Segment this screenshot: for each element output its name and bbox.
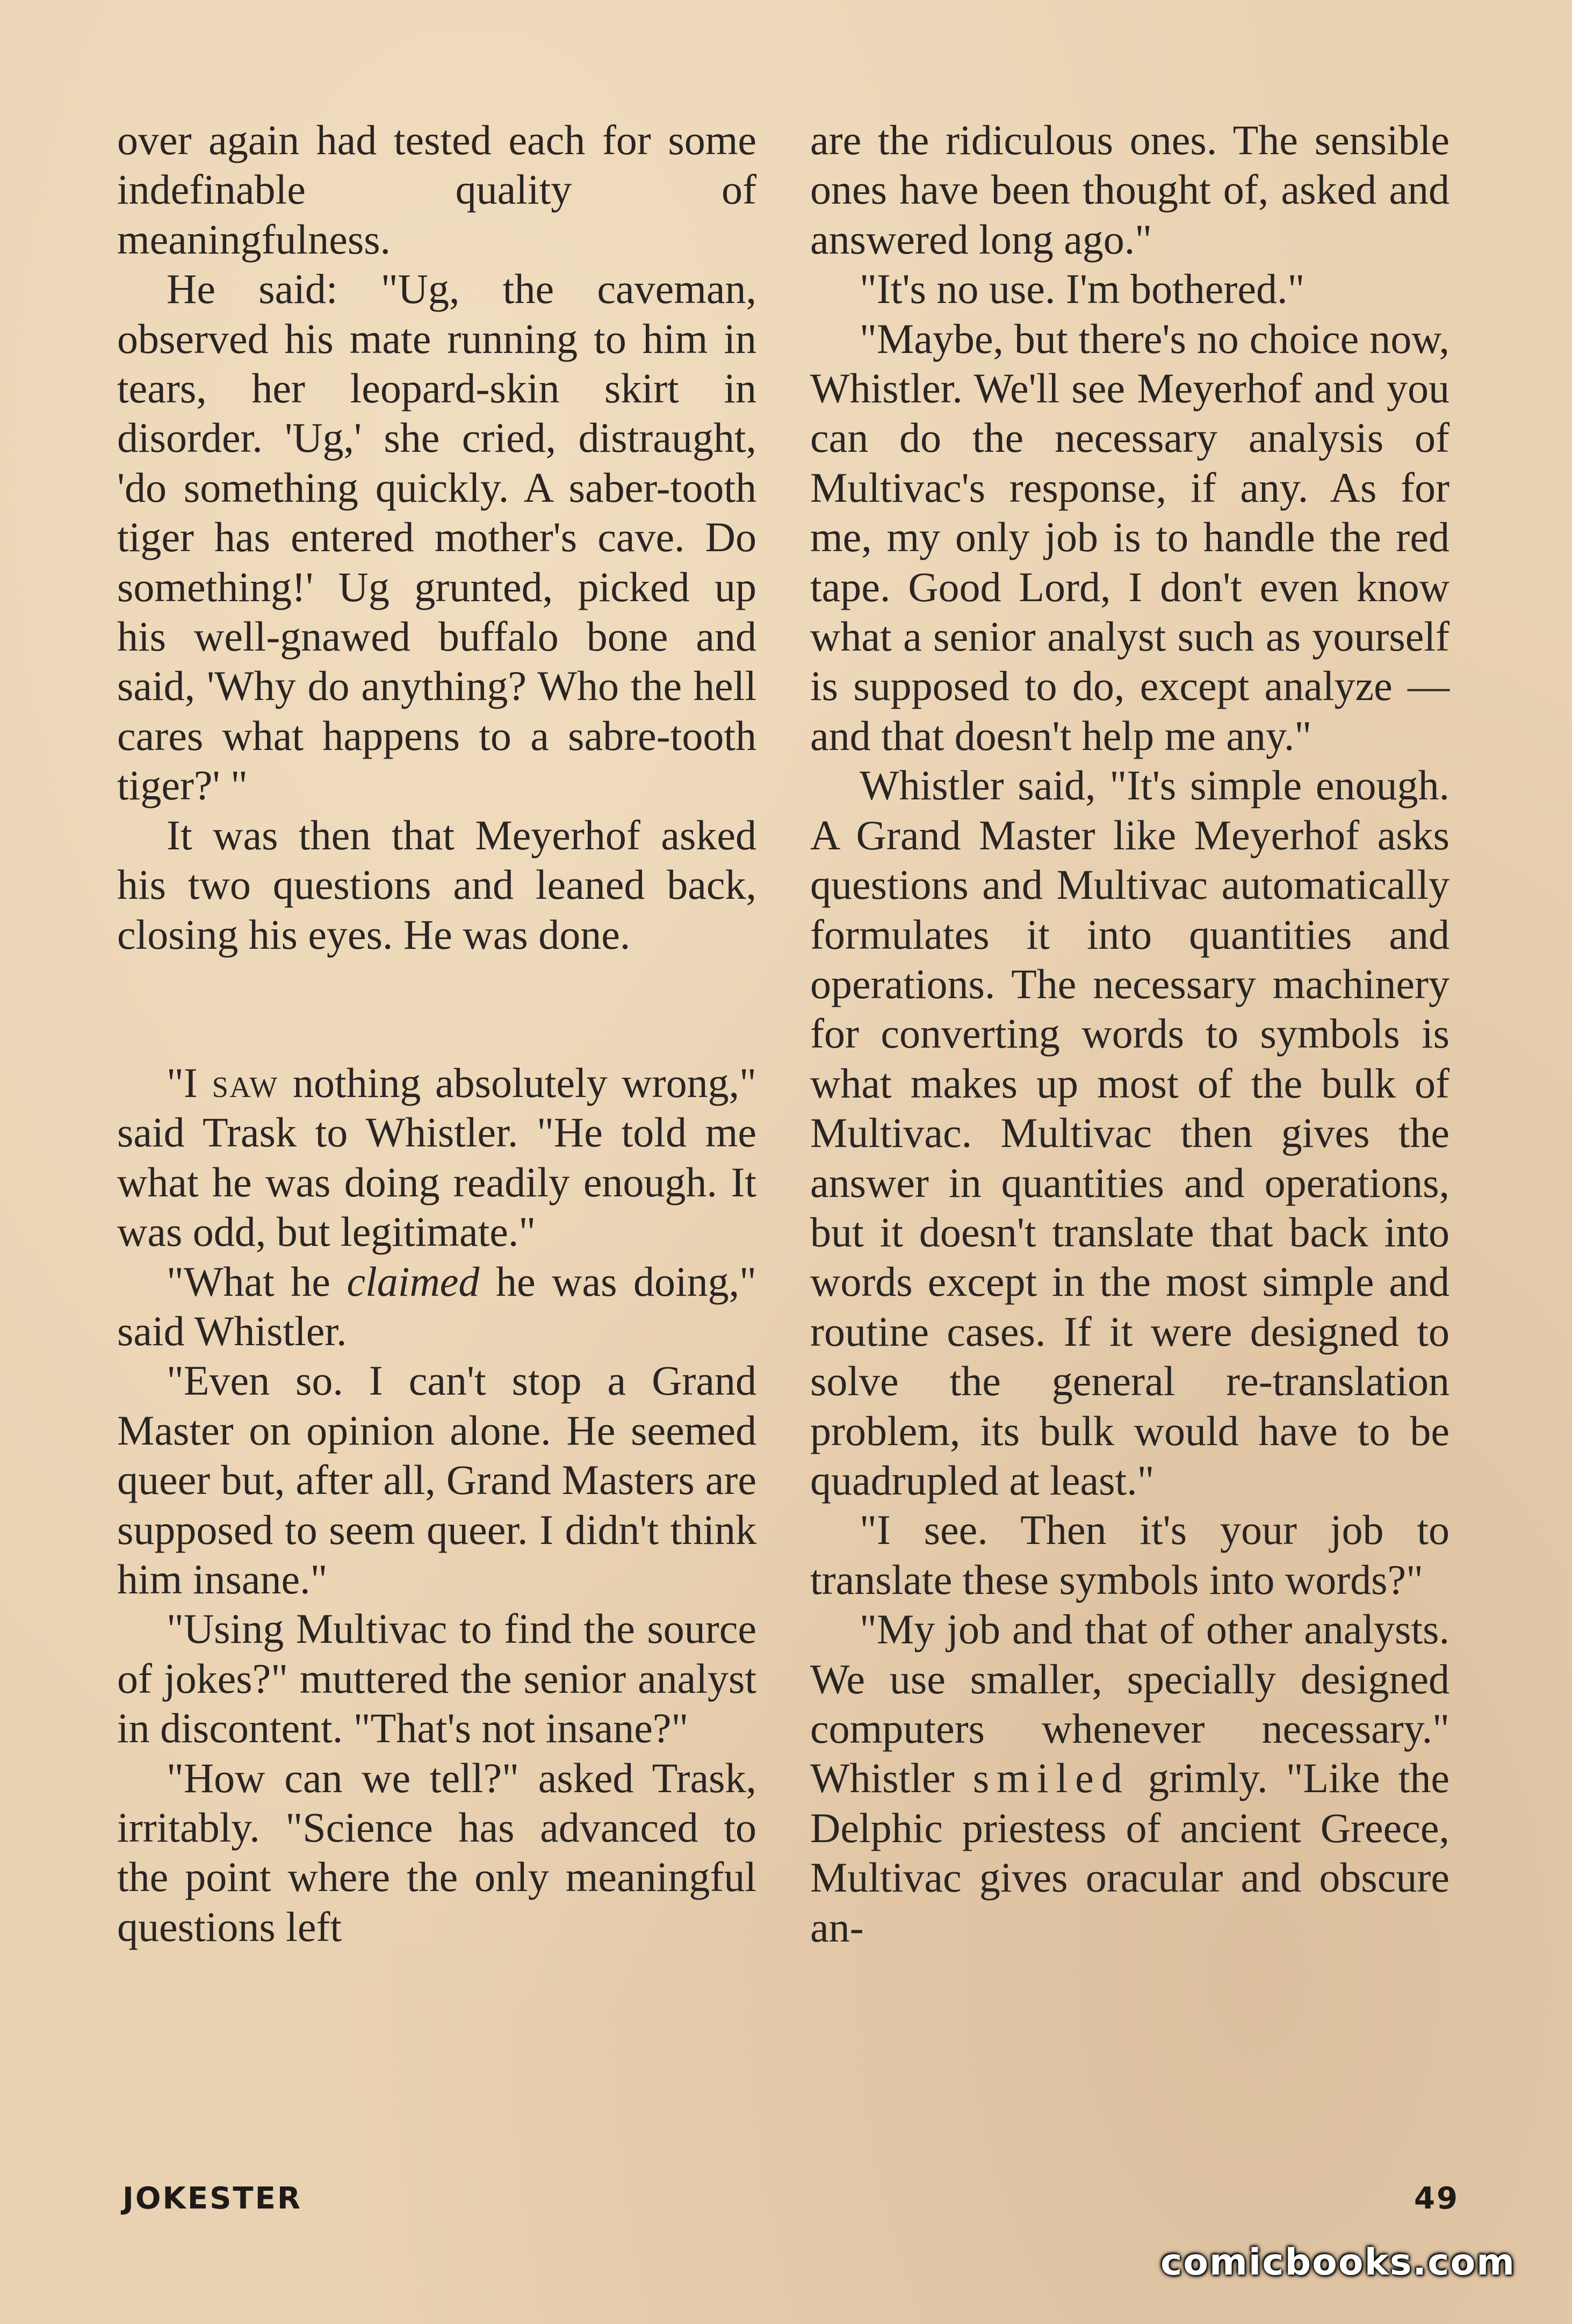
text-run: "What he: [167, 1258, 347, 1305]
paragraph: [810, 1605, 1450, 1952]
paragraph: "It's no use. I'm bothered.": [860, 265, 1305, 313]
running-title: JOKESTER: [122, 2181, 302, 2216]
paragraph: "Maybe, but there's no choice now, Whistler. We'll see Meyerhof and you can do the necessary analysis of Multivac's response, if any. As for me, my only job is to handle the red tape. Good Lord, I don't even know what a senior analyst such as yourself is supposed to do, except analyze —and that doesn't help me any.": [810, 315, 1450, 759]
text-run: "I: [167, 1059, 212, 1106]
paragraph: [117, 1257, 756, 1356]
text-run: "My job and that of other analysts. We use smaller, specially designed computers whenever necessary." Whistler: [810, 1606, 1450, 1802]
paragraph: "How can we tell?" asked Trask, irritably. "Science has advanced to the point where the only meaningful questions left: [117, 1754, 756, 1950]
page-number: 49: [1414, 2181, 1459, 2216]
smallcaps-word: saw: [212, 1059, 279, 1106]
right-column: [810, 116, 1450, 1952]
letterspaced-word: smiled: [972, 1755, 1130, 1802]
paragraph: "Using Multivac to find the source of jokes?" muttered the senior analyst in discontent. "That's not insane?": [117, 1605, 756, 1752]
paragraph: "Even so. I can't stop a Grand Master on opinion alone. He seemed queer but, after all, Grand Masters are supposed to seem queer. I didn't think him insane.": [117, 1357, 756, 1603]
paragraph: "I see. Then it's your job to translate these symbols into words?": [810, 1506, 1450, 1603]
paragraph-section-start: [117, 1058, 756, 1257]
text-run: nothing absolutely wrong," said Trask to Whistler. "He told me what he was doing readily enough. It was odd, but legitimate.": [117, 1059, 756, 1255]
left-column: [117, 116, 756, 1952]
paragraph: are the ridiculous ones. The sensible ones have been thought of, asked and answered long ago.": [810, 117, 1450, 263]
paragraph: Whistler said, "It's simple enough. A Grand Master like Meyerhof asks questions and Multivac automatically formulates it into quantities and operations. The necessary machinery for converting words to symbols is what makes up most of the bulk of Multivac. Multivac then gives the answer in quantities and operations, but it doesn't translate that back into words except in the most simple and routine cases. If it were designed to solve the general re-translation problem, its bulk would have to be quadrupled at least.": [810, 762, 1450, 1504]
italic-word: claimed: [347, 1258, 480, 1305]
paragraph: He said: "Ug, the caveman, observed his mate running to him in tears, her leopard-skin skirt in disorder. 'Ug,' she cried, distraught, 'do something quickly. A saber-tooth tiger has entered mother's cave. Do something!' Ug grunted, picked up his well-gnawed buffalo bone and said, 'Why do anything? Who the hell cares what happens to a sabre-tooth tiger?' ": [117, 265, 756, 809]
watermark: comicbooks.com: [1160, 2241, 1516, 2284]
text-run: he was doing," said Whistler.: [117, 1258, 757, 1354]
text-run: grimly. "Like the Delphic priestess of ancient Greece, Multivac gives oracular and obscure an-: [810, 1755, 1450, 1951]
paragraph: It was then that Meyerhof asked his two questions and leaned back, closing his eyes. He was done.: [117, 811, 756, 958]
paragraph: over again had tested each for some indefinable quality of meaningfulness.: [117, 117, 756, 263]
